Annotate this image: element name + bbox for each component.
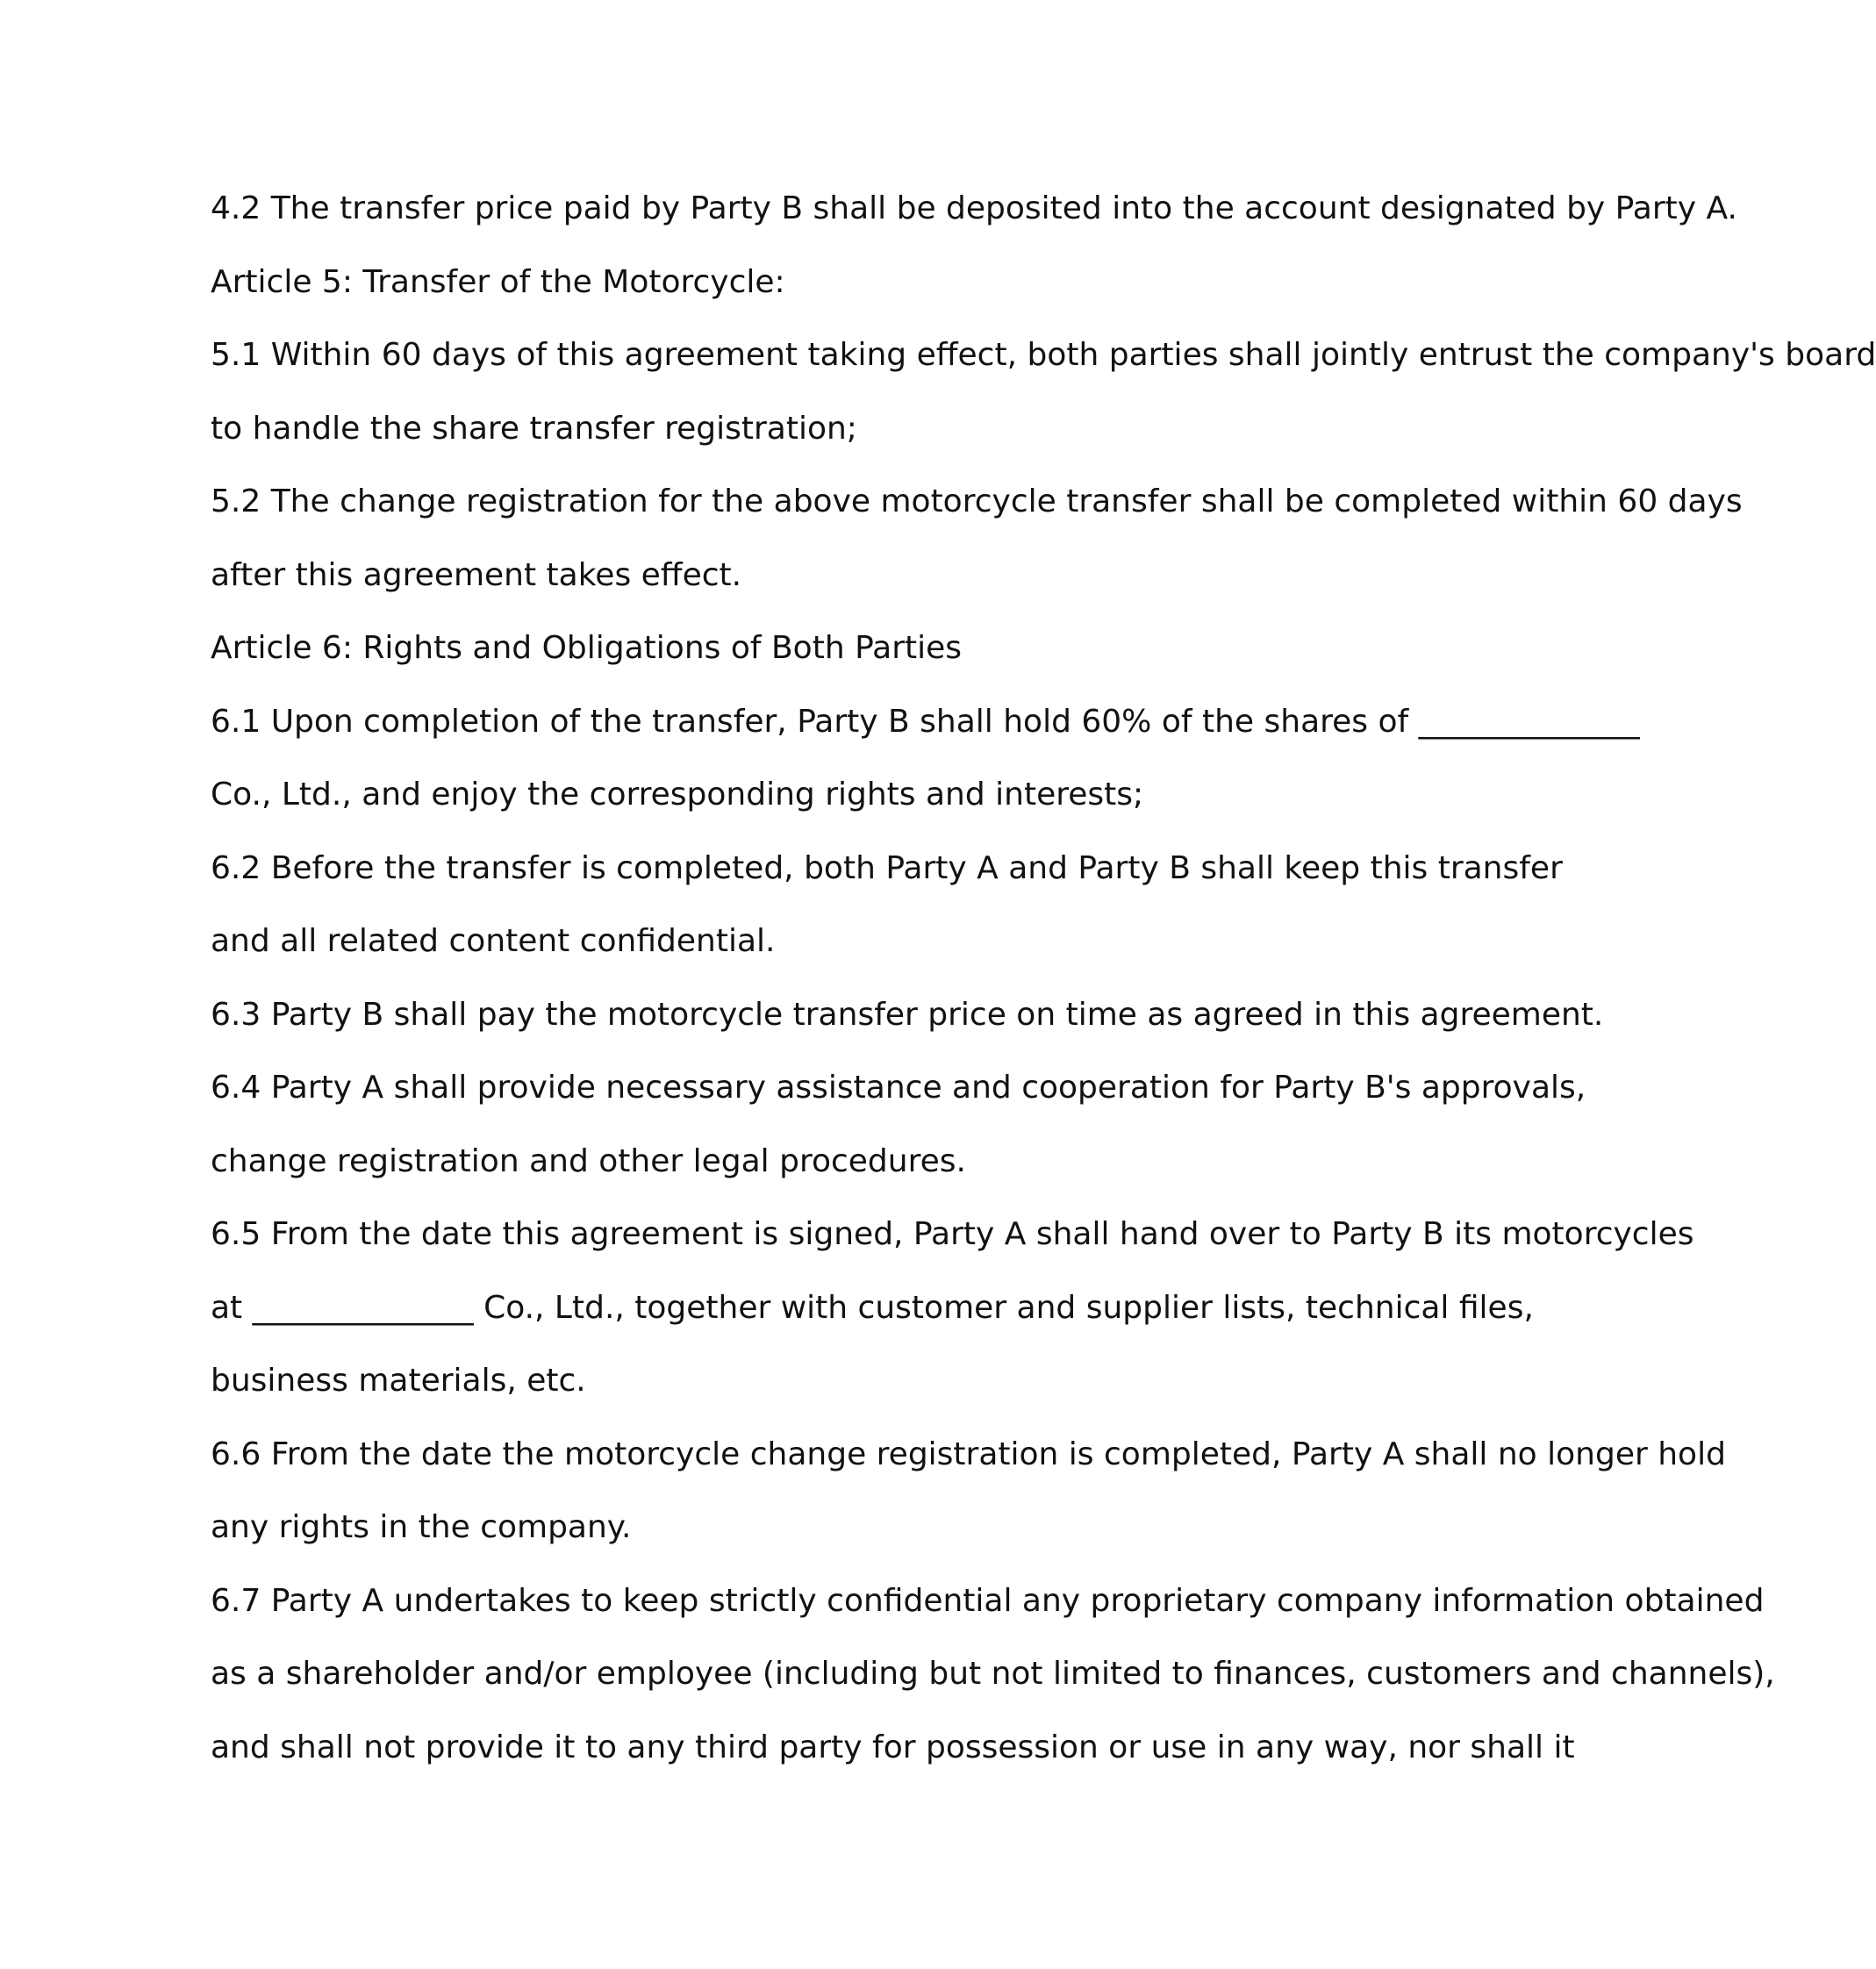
clause-6-6-line-1: 6.6 From the date the motorcycle change registration is completed, Party A shall no longer hold	[211, 1436, 1726, 1472]
clause-6-2-line-2: and all related content confidential.	[211, 923, 776, 959]
clause-6-7-line-1: 6.7 Party A undertakes to keep strictly confidential any proprietary company information obtained	[211, 1582, 1765, 1619]
clause-6-4-line-1: 6.4 Party A shall provide necessary assistance and cooperation for Party B's approvals,	[211, 1070, 1586, 1106]
clause-6-7-line-3: and shall not provide it to any third party for possession or use in any way, nor shall it	[211, 1729, 1575, 1765]
clause-6-5-line-2: at ______________ Co., Ltd., together with customer and supplier lists, technical files,	[211, 1289, 1534, 1326]
article-5-heading: Article 5: Transfer of the Motorcycle:	[211, 263, 785, 300]
clause-6-3-line-1: 6.3 Party B shall pay the motorcycle transfer price on time as agreed in this agreement.	[211, 996, 1604, 1033]
clause-6-6-line-2: any rights in the company.	[211, 1509, 632, 1545]
clause-5-1-line-2: to handle the share transfer registration;	[211, 410, 857, 447]
clause-6-1-line-1: 6.1 Upon completion of the transfer, Party B shall hold 60% of the shares of ______________	[211, 703, 1640, 740]
clause-6-1-line-2: Co., Ltd., and enjoy the corresponding rights and interests;	[211, 777, 1144, 813]
document-body	[211, 172, 1876, 1784]
clause-5-1-line-1: 5.1 Within 60 days of this agreement taking effect, both parties shall jointly entrust the company's board	[211, 337, 1876, 373]
clause-6-5-line-3: business materials, etc.	[211, 1363, 586, 1399]
article-6-heading: Article 6: Rights and Obligations of Both Parties	[211, 630, 963, 666]
clause-5-2-line-1: 5.2 The change registration for the above motorcycle transfer shall be completed within 60 days	[211, 483, 1743, 519]
clause-6-4-line-2: change registration and other legal procedures.	[211, 1142, 966, 1179]
clause-5-2-line-2: after this agreement takes effect.	[211, 556, 742, 593]
clause-6-5-line-1: 6.5 From the date this agreement is signed, Party A shall hand over to Party B its motorcycles	[211, 1216, 1694, 1252]
clause-6-2-line-1: 6.2 Before the transfer is completed, both Party A and Party B shall keep this transfer	[211, 849, 1563, 886]
clause-4-2-line-1: 4.2 The transfer price paid by Party B shall be deposited into the account designated by Party A.	[211, 190, 1737, 226]
clause-6-7-line-2: as a shareholder and/or employee (including but not limited to finances, customers and channels),	[211, 1656, 1775, 1692]
